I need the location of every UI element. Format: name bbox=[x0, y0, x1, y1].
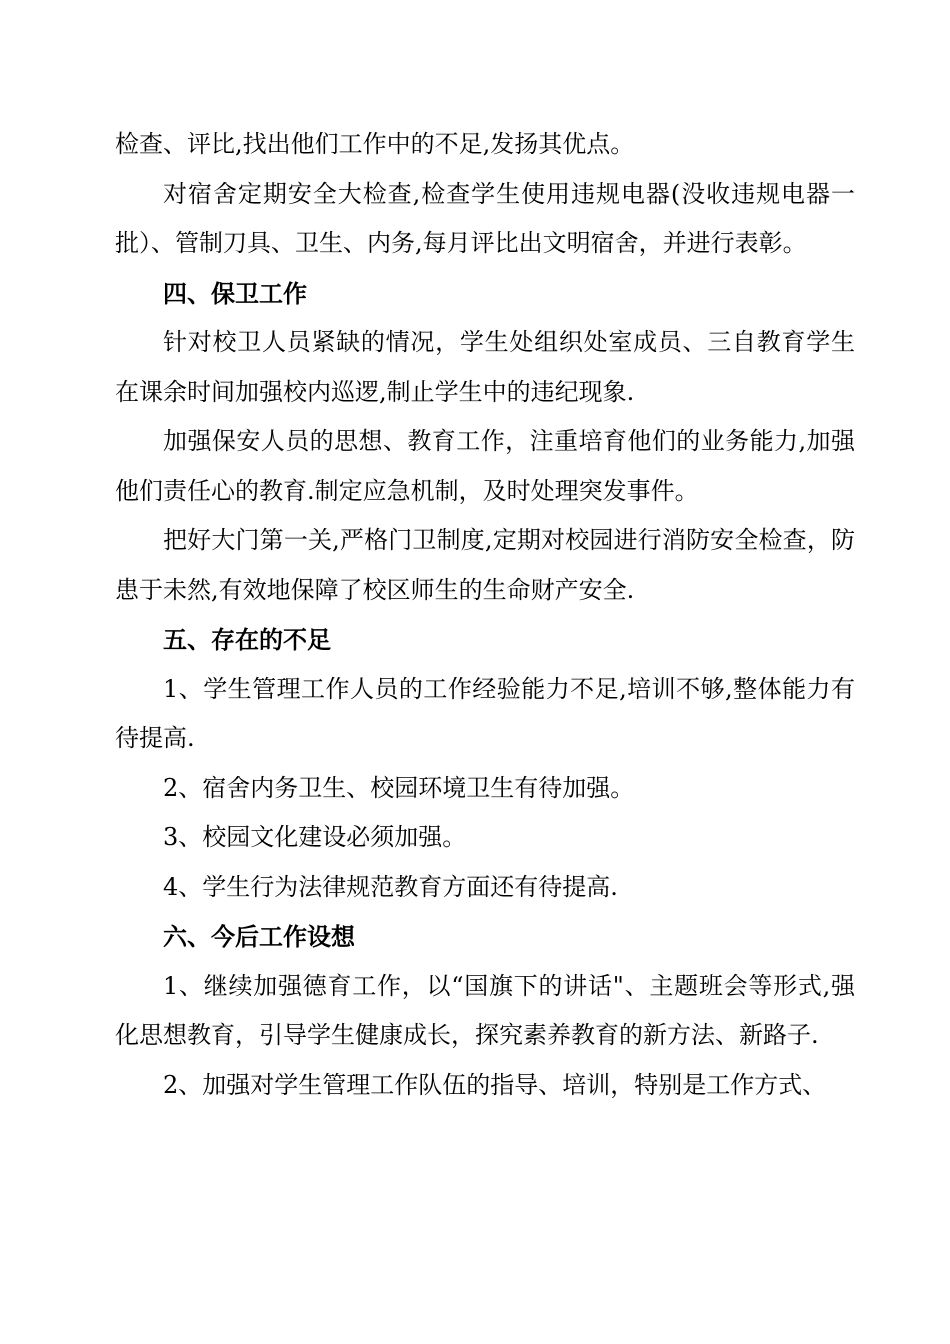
list-item-shortcoming-2: 2、宿舍内务卫生、校园环境卫生有待加强。 bbox=[163, 773, 635, 802]
document-body bbox=[115, 120, 855, 1110]
paragraph-guard-training: 加强保安人员的思想、教育工作，注重培育他们的业务能力,加强他们责任心的教育.制定应急机制，及时处理突发事件。 bbox=[115, 427, 855, 505]
section-heading-shortcomings: 五、存在的不足 bbox=[163, 625, 331, 654]
list-item-plan-2: 2、加强对学生管理工作队伍的指导、培训，特别是工作方式、 bbox=[163, 1070, 827, 1099]
list-item-plan-1: 1、继续加强德育工作，以“国旗下的讲话"、主题班会等形式,强化思想教育，引导学生健康成长，探究素养教育的新方法、新路子. bbox=[115, 971, 855, 1049]
list-item-shortcoming-1: 1、学生管理工作人员的工作经验能力不足,培训不够,整体能力有待提高. bbox=[115, 674, 855, 752]
paragraph-gate-control: 把好大门第一关,严格门卫制度,定期对校园进行消防安全检查，防患于未然,有效地保障了校区师生的生命财产安全. bbox=[115, 526, 855, 604]
paragraph-continuation: 检查、评比,找出他们工作中的不足,发扬其优点。 bbox=[115, 130, 635, 158]
paragraph-patrol: 针对校卫人员紧缺的情况，学生处组织处室成员、三自教育学生在课余时间加强校内巡逻,制止学生中的违纪现象. bbox=[115, 328, 855, 406]
section-heading-future-plans: 六、今后工作设想 bbox=[163, 922, 355, 951]
list-item-shortcoming-3: 3、校园文化建设必须加强。 bbox=[163, 823, 467, 851]
paragraph-dorm-inspection: 对宿舍定期安全大检查,检查学生使用违规电器(没收违规电器一批）、管制刀具、卫生、内务,每月评比出文明宿舍，并进行表彰。 bbox=[115, 179, 855, 257]
list-item-shortcoming-4: 4、学生行为法律规范教育方面还有待提高. bbox=[163, 872, 618, 901]
section-heading-security: 四、保卫工作 bbox=[163, 278, 307, 308]
